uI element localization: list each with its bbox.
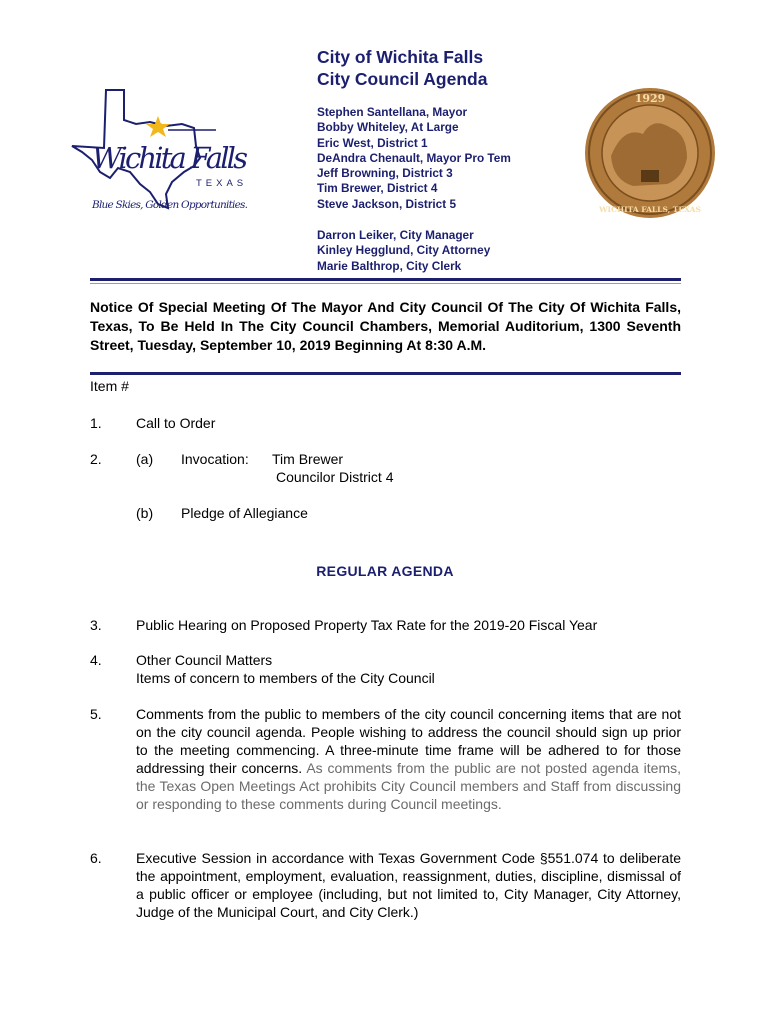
official-mayor-pro-tem: DeAndra Chenault, Mayor Pro Tem <box>317 150 511 165</box>
notice-divider <box>90 372 681 375</box>
item-4-description: Items of concern to members of the City Council <box>136 670 435 686</box>
item-4-heading: Other Council Matters <box>136 652 273 668</box>
item-2-number: 2. <box>90 451 102 467</box>
official-district-3: Jeff Browning, District 3 <box>317 166 453 181</box>
item-1-text: Call to Order <box>136 415 216 431</box>
logo-name: Wichita Falls <box>92 141 248 175</box>
meeting-notice: Notice Of Special Meeting Of The Mayor And City Council Of The City Of Wichita Falls, Texas, To Be Held In The City Council Chambers, Memorial Auditorium, 1300 Seventh Street, Tuesday, September 10, 2019 Beginning At 8:30 A.M. <box>90 299 681 353</box>
item-5-number: 5. <box>90 706 102 722</box>
agenda-title <box>317 46 487 90</box>
staff-city-attorney: Kinley Hegglund, City Attorney <box>317 243 491 258</box>
city-staff-list <box>317 228 490 274</box>
staff-city-manager: Darron Leiker, City Manager <box>317 228 474 242</box>
official-district-1: Eric West, District 1 <box>317 135 428 150</box>
invocation-name: Tim Brewer <box>272 451 344 467</box>
wichita-falls-logo <box>66 86 252 218</box>
seal-year: 1929 <box>634 92 666 105</box>
official-district-4: Tim Brewer, District 4 <box>317 181 438 196</box>
item-6-number: 6. <box>90 850 102 866</box>
invocation-role: Councilor District 4 <box>276 469 394 485</box>
item-4-number: 4. <box>90 652 102 668</box>
item-5-text <box>136 705 681 813</box>
item-2a-title: Invocation: <box>181 451 249 467</box>
item-2b-label: (b) <box>136 505 154 521</box>
item-2b-text: Pledge of Allegiance <box>181 505 308 521</box>
item-5-comments-text: Comments from the public to members of the city council concerning items that are not on the city council agenda. People wishing to address the council should sign up prior to the meeting commencing. A three-minute time frame will be adhered to for those addressing their concerns. <box>136 706 681 776</box>
council-members-list <box>317 105 511 212</box>
seal-medallion-icon <box>583 86 717 220</box>
logo-state: TEXAS <box>196 178 248 189</box>
item-3-text: Public Hearing on Proposed Property Tax Rate for the 2019-20 Fiscal Year <box>136 617 598 633</box>
item-number-header: Item # <box>90 378 129 394</box>
item-1-number: 1. <box>90 415 102 431</box>
city-seal <box>583 86 717 220</box>
item-5-open-meetings-note: As comments from the public are not posted agenda items, the Texas Open Meetings Act prohibits City Council members and Staff from discussing or responding to these comments during Council meetings. <box>136 760 681 812</box>
title-agenda: City Council Agenda <box>317 69 488 89</box>
official-at-large: Bobby Whiteley, At Large <box>317 120 459 135</box>
header-divider-thin <box>90 283 681 284</box>
logo-tagline: Blue Skies, Golden Opportunities. <box>92 199 248 211</box>
item-2a-label: (a) <box>136 451 154 467</box>
seal-caption: WICHITA FALLS, TEXAS <box>599 205 701 214</box>
header-divider <box>90 278 681 281</box>
title-city: City of Wichita Falls <box>317 47 484 67</box>
item-3-number: 3. <box>90 617 102 633</box>
staff-city-clerk: Marie Balthrop, City Clerk <box>317 258 462 273</box>
official-mayor: Stephen Santellana, Mayor <box>317 105 468 119</box>
item-6-text: Executive Session in accordance with Texas Government Code §551.074 to deliberate the appointment, employment, evaluation, reassignment, duties, discipline, dismissal of a public officer or employee (including, but not limited to, City Manager, City Attorney, Judge of the Municipal Court, and City Clerk.) <box>136 850 681 920</box>
regular-agenda-heading: REGULAR AGENDA <box>316 563 454 579</box>
official-district-5: Steve Jackson, District 5 <box>317 196 457 211</box>
texas-outline-icon <box>66 86 252 218</box>
